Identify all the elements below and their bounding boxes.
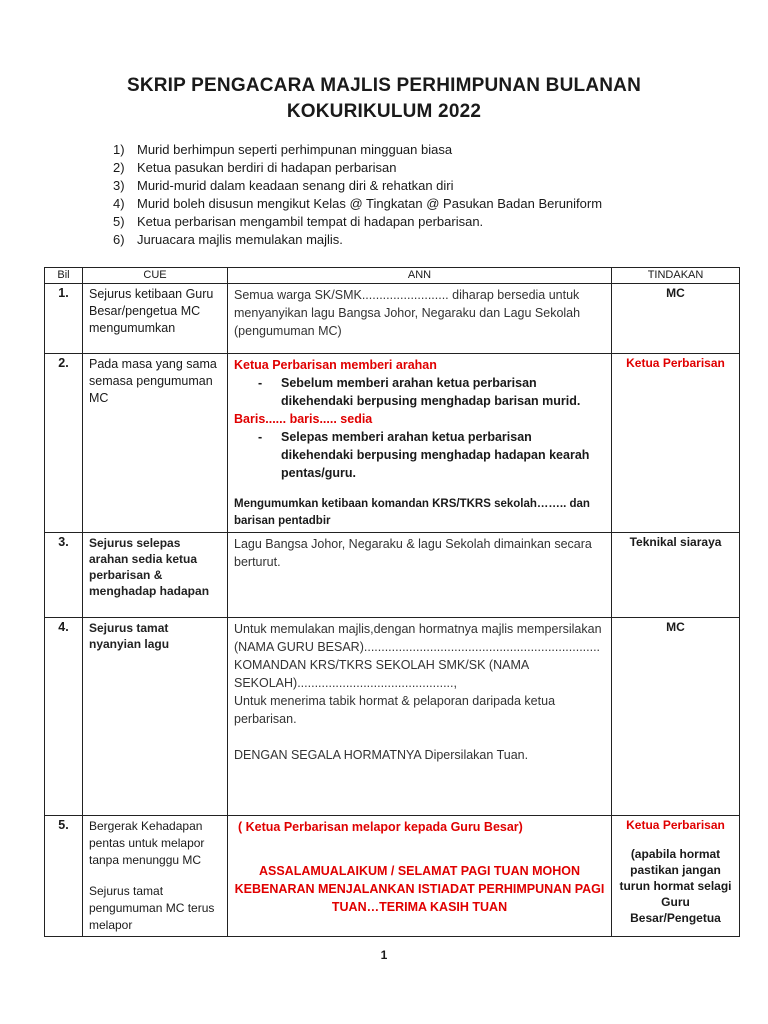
cue-text: Sejurus ketibaan Guru Besar/pengetua MC mengumumkan	[89, 287, 214, 335]
cue-cell	[83, 816, 228, 937]
ann-text: (NAMA GURU BESAR)....................................................................	[234, 640, 601, 654]
step-text: Ketua perbarisan mengambil tempat di hadapan perbarisan.	[137, 214, 484, 229]
document-title-line2: KOKURIKULUM 2022	[286, 101, 482, 122]
ann-heading: ( Ketua Perbarisan melapor kepada Guru Besar)	[238, 820, 523, 834]
step-number: 4)	[113, 196, 125, 211]
ann-list-item	[234, 428, 605, 482]
step-text: Juruacara majlis memulakan majlis.	[137, 232, 343, 247]
table-header-row	[45, 268, 740, 284]
header-cue: CUE	[83, 268, 228, 284]
ann-text: DENGAN SEGALA HORMATNYA Dipersilakan Tuan.	[234, 748, 529, 762]
ann-cell	[228, 816, 612, 937]
tindakan-cell	[612, 816, 740, 937]
cue-text: Bergerak Kehadapan pentas untuk melapor tanpa menunggu MC	[89, 819, 205, 867]
dash-bullet: -	[258, 376, 263, 390]
row-number: 4.	[45, 618, 83, 816]
tindakan-cell: Teknikal siaraya	[612, 533, 740, 618]
table-row	[45, 816, 740, 937]
tindakan-cell: MC	[612, 618, 740, 816]
dash-bullet: -	[258, 430, 263, 444]
row-number: 1.	[45, 284, 83, 354]
step-number: 2)	[113, 160, 125, 175]
ann-text: Lagu Bangsa Johor, Negaraku & lagu Sekolah dimainkan secara berturut.	[234, 537, 592, 569]
ann-text: Untuk memulakan majlis,dengan hormatnya majlis mempersilakan	[234, 622, 602, 636]
tindakan-cell: MC	[612, 284, 740, 354]
tindakan-cell: Ketua Perbarisan	[612, 354, 740, 533]
step-text: Murid boleh disusun mengikut Kelas @ Tingkatan @ Pasukan Badan Beruniform	[137, 196, 603, 211]
procedure-steps-list	[113, 141, 602, 249]
cue-cell	[83, 533, 228, 618]
ann-note: Mengumumkan ketibaan komandan KRS/TKRS sekolah…….. dan barisan pentadbir	[234, 498, 590, 527]
ann-text: KOMANDAN KRS/TKRS SEKOLAH SMK/SK (NAMA SEKOLAH).............................................,	[234, 658, 529, 690]
header-bil: Bil	[45, 268, 83, 284]
table-row	[45, 284, 740, 354]
cue-text: Sejurus tamat nyanyian lagu	[89, 621, 170, 651]
cue-text: Pada masa yang sama semasa pengumuman MC	[89, 357, 217, 405]
ann-item-text: Selepas memberi arahan ketua perbarisan dikehendaki berpusing menghadap hadapan kearah pentas/guru.	[281, 430, 590, 480]
step-item	[113, 159, 602, 177]
step-item	[113, 195, 602, 213]
header-ann: ANN	[228, 268, 612, 284]
ann-cell	[228, 618, 612, 816]
ann-command: Baris...... baris..... sedia	[234, 412, 373, 426]
step-number: 5)	[113, 214, 125, 229]
step-text: Ketua pasukan berdiri di hadapan perbarisan	[137, 160, 397, 175]
step-text: Murid berhimpun seperti perhimpunan mingguan biasa	[137, 142, 453, 157]
row-number: 2.	[45, 354, 83, 533]
step-number: 6)	[113, 232, 125, 247]
step-item	[113, 177, 602, 195]
step-number: 3)	[113, 178, 125, 193]
ann-heading: Ketua Perbarisan memberi arahan	[234, 358, 437, 372]
row-number: 5.	[45, 816, 83, 937]
ann-text: Untuk menerima tabik hormat & pelaporan daripada ketua perbarisan.	[234, 694, 556, 726]
cue-cell	[83, 284, 228, 354]
ann-cell	[228, 354, 612, 533]
step-item	[113, 141, 602, 159]
tindakan-label: Ketua Perbarisan	[626, 818, 725, 832]
step-item	[113, 231, 602, 249]
document-title-line1: SKRIP PENGACARA MAJLIS PERHIMPUNAN BULANAN	[126, 75, 642, 96]
ann-item-text: Sebelum memberi arahan ketua perbarisan dikehendaki berpusing menghadap barisan murid.	[281, 376, 581, 408]
ann-cell	[228, 533, 612, 618]
cue-text: Sejurus selepas arahan sedia ketua perbarisan & menghadap hadapan	[89, 536, 210, 598]
table-row	[45, 533, 740, 618]
cue-text: Sejurus tamat pengumuman MC terus melapor	[89, 884, 215, 932]
step-item	[113, 213, 602, 231]
ann-text: Semua warga SK/SMK......................... diharap bersedia untuk menyanyikan lagu Bangsa Johor, Negaraku dan Lagu Sekolah (pengumuman MC)	[234, 288, 581, 338]
page-number: 1	[380, 948, 388, 962]
cue-cell	[83, 354, 228, 533]
table-row	[45, 354, 740, 533]
tindakan-note: (apabila hormat pastikan jangan turun hormat selagi Guru Besar/Pengetua	[619, 847, 732, 925]
ann-list-item	[234, 374, 605, 410]
script-table	[44, 267, 740, 937]
ann-cell	[228, 284, 612, 354]
step-number: 1)	[113, 142, 125, 157]
ann-speech: ASSALAMUALAIKUM / SELAMAT PAGI TUAN MOHON KEBENARAN MENJALANKAN ISTIADAT PERHIMPUNAN PAGI TUAN…TERIMA KASIH TUAN	[234, 864, 605, 914]
step-text: Murid-murid dalam keadaan senang diri & rehatkan diri	[137, 178, 454, 193]
cue-cell	[83, 618, 228, 816]
row-number: 3.	[45, 533, 83, 618]
table-row	[45, 618, 740, 816]
header-tindakan: TINDAKAN	[612, 268, 740, 284]
